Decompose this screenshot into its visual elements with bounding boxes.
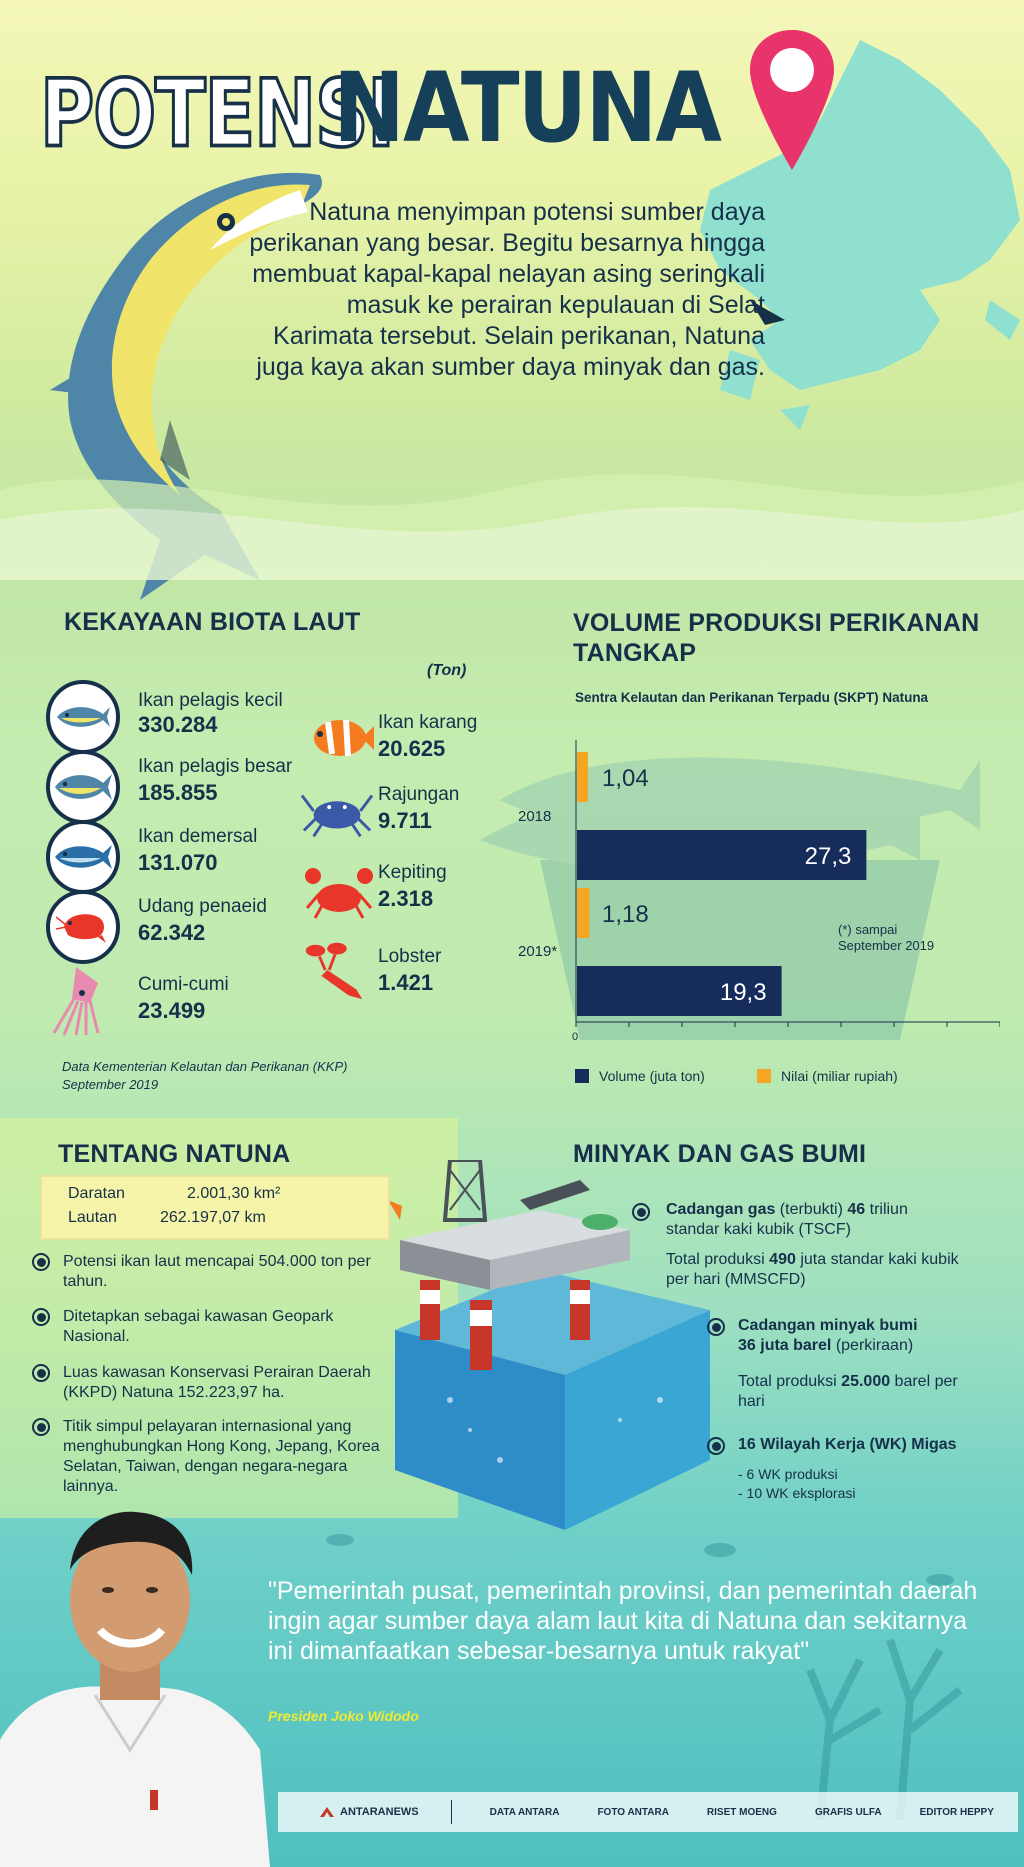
- daratan-label: Daratan: [68, 1185, 125, 1202]
- tentang-heading: TENTANG NATUNA: [58, 1140, 291, 1168]
- oil-reserve-label: Cadangan minyak bumi: [738, 1317, 918, 1334]
- legend-label-volume: Volume (juta ton): [599, 1068, 705, 1084]
- legend-swatch-nilai: [757, 1069, 771, 1083]
- species-item: [298, 935, 372, 1009]
- bullet-icon: [707, 1318, 725, 1336]
- oil-reserve-qualifier: (perkiraan): [831, 1337, 914, 1354]
- bullet-icon: [707, 1437, 725, 1455]
- oil-reserve-value: 36 juta barel: [738, 1337, 832, 1354]
- species-item: [46, 750, 120, 824]
- president-quote: "Pemerintah pusat, pemerintah provinsi, dan pemerintah daerah ingin agar sumber daya alam laut kita di Natuna dan sekitarnya ini dimanfaatkan sebesar-besarnya untuk rakyat": [268, 1577, 978, 1665]
- bar-label-volume-1: 19,3: [719, 979, 767, 1006]
- bullet-icon: [632, 1203, 650, 1221]
- species-item: [46, 820, 120, 894]
- oil-reserve: [738, 1316, 968, 1356]
- bar-label-nilai-1: 1,18: [602, 901, 649, 928]
- oil-production-prefix: Total produksi: [738, 1373, 842, 1390]
- gas-production-value: 490: [769, 1251, 796, 1268]
- antaranews-logo[interactable]: [318, 1805, 419, 1819]
- wk-item: - 6 WK produksi: [738, 1466, 838, 1482]
- species-value: 23.499: [138, 998, 206, 1023]
- credit-grafis: GRAFIS ULFA: [814, 1806, 882, 1818]
- gas-production-unit: juta standar kaki kubik per hari (MMSCFD): [666, 1251, 959, 1288]
- species-item: [300, 775, 374, 849]
- bar-label-nilai-0: 1,04: [602, 765, 649, 792]
- lobster-icon: [298, 935, 372, 1009]
- demersal-fish-icon: [46, 820, 120, 894]
- crab-icon: [302, 855, 376, 929]
- gas-reserve-value: 46: [847, 1201, 866, 1218]
- species-name: Ikan pelagis kecil: [138, 690, 283, 711]
- gas-reserve-qualifier: (terbukti): [775, 1201, 848, 1218]
- species-name: Ikan demersal: [138, 826, 258, 847]
- gas-reserve-unit: triliun standar kaki kubik (TSCF): [666, 1201, 908, 1238]
- credit-foto: FOTO ANTARA: [597, 1806, 669, 1818]
- species-value: 185.855: [138, 780, 218, 805]
- large-pelagic-fish-icon: [46, 750, 120, 824]
- species-item: [46, 890, 120, 964]
- wave-decoration: [0, 430, 1024, 580]
- chart-bars: [577, 752, 866, 1016]
- squid-icon: [46, 963, 120, 1037]
- title-potensi: POTENSI: [40, 60, 394, 168]
- tentang-bullet: Ditetapkan sebagai kawasan Geopark Nasional.: [63, 1308, 334, 1345]
- president-portrait-illustration: [0, 1490, 270, 1867]
- species-value: 2.318: [378, 886, 434, 911]
- species-name: Cumi-cumi: [138, 974, 229, 995]
- bullet-icon: [32, 1253, 50, 1271]
- legend-nilai: [757, 1068, 898, 1084]
- credit-data: DATA ANTARA: [489, 1806, 560, 1818]
- species-value: 20.625: [378, 736, 446, 761]
- tentang-bullet: Potensi ikan laut mencapai 504.000 ton per tahun.: [63, 1253, 371, 1290]
- bar-label-volume-0: 27,3: [804, 843, 852, 870]
- biota-heading: KEKAYAAN BIOTA LAUT: [64, 608, 361, 636]
- gas-production-prefix: Total produksi: [666, 1251, 770, 1268]
- migas-heading: MINYAK DAN GAS BUMI: [573, 1140, 867, 1168]
- oil-production-unit: barel per hari: [738, 1373, 958, 1410]
- logo-text: ANTARANEWS: [340, 1806, 419, 1818]
- bullet-icon: [32, 1364, 50, 1382]
- shrimp-icon: [46, 890, 120, 964]
- credits-footer: [278, 1792, 1018, 1832]
- small-pelagic-fish-icon: [46, 680, 120, 754]
- bullet-icon: [32, 1308, 50, 1326]
- footer-divider: [451, 1800, 452, 1824]
- intro-paragraph: Natuna menyimpan potensi sumber daya perikanan yang besar. Begitu besarnya hingga membuat kapal-kapal nelayan asing seringkali masuk ke perairan kepulauan di Selat Karimata tersebut. Selain perikanan, Natuna juga kaya akan sumber daya minyak dan gas.: [249, 198, 765, 381]
- species-value: 62.342: [138, 920, 206, 945]
- category-label-2019: 2019*: [518, 943, 558, 960]
- species-item: [46, 680, 120, 754]
- species-name: Udang penaeid: [138, 896, 267, 917]
- species-value: 131.070: [138, 850, 218, 875]
- tentang-bullet: Titik simpul pelayaran internasional yang menghubungkan Hong Kong, Jepang, Korea Selatan, Taiwan, dengan negara-negara lainnya.: [63, 1418, 380, 1495]
- species-value: 1.421: [378, 970, 434, 995]
- category-label-2018: 2018: [518, 808, 552, 825]
- area-box: [40, 1175, 390, 1240]
- oil-production: [738, 1372, 968, 1412]
- gas-reserve: [666, 1200, 956, 1240]
- wk-title: 16 Wilayah Kerja (WK) Migas: [738, 1436, 957, 1453]
- legend-swatch-volume: [575, 1069, 589, 1083]
- chart-note: (*) sampai September 2019: [838, 922, 935, 953]
- lautan-label: Lautan: [68, 1209, 117, 1226]
- biota-unit: (Ton): [427, 662, 467, 679]
- species-name: Lobster: [378, 946, 442, 967]
- species-value: 330.284: [138, 712, 218, 737]
- biota-source-line1: Data Kementerian Kelautan dan Perikanan (KKP): [62, 1059, 348, 1074]
- chart-title: VOLUME PRODUKSI PERIKANAN TANGKAP: [573, 609, 980, 667]
- coral-reef-illustration: [300, 1520, 1024, 1820]
- gas-reserve-label: Cadangan gas: [666, 1201, 776, 1218]
- species-name: Ikan pelagis besar: [138, 756, 293, 777]
- species-name: Ikan karang: [378, 712, 478, 733]
- quote-author: Presiden Joko Widodo: [268, 1708, 419, 1724]
- species-name: Rajungan: [378, 784, 460, 805]
- legend-label-nilai: Nilai (miliar rupiah): [781, 1068, 898, 1084]
- credit-editor: EDITOR HEPPY: [919, 1806, 994, 1818]
- biota-source-line2: September 2019: [62, 1077, 159, 1092]
- lautan-value: 262.197,07 km: [160, 1209, 266, 1226]
- swimming-crab-icon: [300, 775, 374, 849]
- production-bar-chart: [560, 740, 1000, 1030]
- oil-production-value: 25.000: [841, 1373, 891, 1390]
- chart-subtitle: Sentra Kelautan dan Perikanan Terpadu (SKPT) Natuna: [575, 690, 929, 705]
- clownfish-icon: [306, 700, 380, 774]
- antara-logo-icon: [318, 1805, 336, 1819]
- x-axis-ticks: [576, 1022, 1000, 1027]
- bar-nilai-1: [577, 888, 590, 938]
- species-item: [46, 963, 120, 1037]
- species-name: Kepiting: [378, 862, 447, 883]
- bullet-icon: [32, 1418, 50, 1436]
- x-tick-label-0: 0: [572, 1031, 579, 1043]
- wk-item: - 10 WK eksplorasi: [738, 1485, 856, 1501]
- title-natuna: NATUNA: [333, 52, 720, 165]
- gas-production: [666, 1250, 966, 1290]
- tentang-bullet: Luas kawasan Konservasi Perairan Daerah (KKPD) Natuna 152.223,97 ha.: [63, 1364, 371, 1401]
- daratan-value: 2.001,30 km²: [187, 1185, 281, 1202]
- bar-nilai-0: [577, 752, 588, 802]
- species-item: [306, 700, 380, 774]
- credit-riset: RISET MOENG: [706, 1806, 777, 1818]
- species-item: [302, 855, 376, 929]
- legend-volume: [575, 1068, 705, 1084]
- species-value: 9.711: [378, 808, 432, 833]
